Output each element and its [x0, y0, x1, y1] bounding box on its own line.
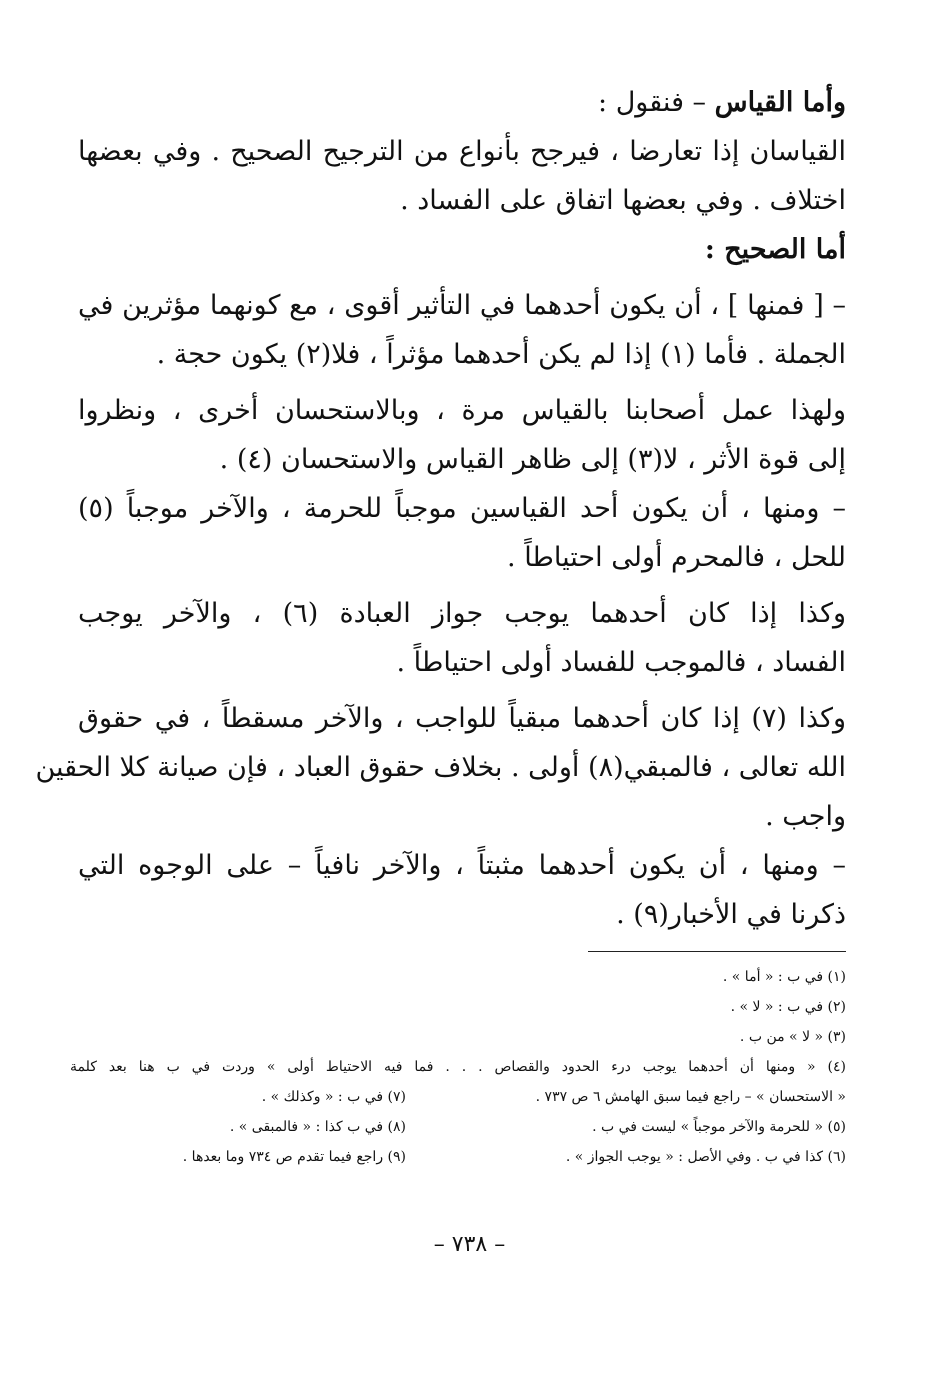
paragraph-line: – ومنها ، أن يكون أحد القياسين موجباً للحرمة ، والآخر موجباً (٥) — [78, 493, 846, 524]
paragraph-line: للحل ، فالمحرم أولى احتياطاً . — [507, 542, 846, 573]
footnote-7: (٧) في ب : « وكذلك » . — [261, 1089, 406, 1105]
paragraph-line: – ومنها ، أن يكون أحدهما مثبتاً ، والآخر نافياً – على الوجوه التي — [78, 850, 846, 881]
footnote-row — [70, 1082, 846, 1112]
heading-rest: – فنقول : — [598, 87, 715, 118]
paragraph-line: وكذا (٧) إذا كان أحدهما مبقياً للواجب ، والآخر مسقطاً ، في حقوق — [78, 703, 847, 734]
heading-bold: وأما القياس — [714, 87, 846, 118]
footnote-2: (٢) في ب : « لا » . — [730, 999, 846, 1015]
paragraph-line: الفساد ، فالموجب للفساد أولى احتياطاً . — [396, 647, 846, 678]
footnote-row — [70, 1142, 846, 1172]
footnote-row — [70, 1112, 846, 1142]
footnote-5: (٥) « للحرمة والآخر موجباً » ليست في ب . — [592, 1119, 846, 1135]
page-number: – ٧٣٨ – — [433, 1232, 506, 1257]
paragraph-line: ذكرنا في الأخبار(٩) . — [616, 899, 846, 930]
paragraph-line: اختلاف . وفي بعضها اتفاق على الفساد . — [400, 185, 846, 216]
footnote-8: (٨) في ب كذا : « فالمبقى » . — [229, 1119, 406, 1135]
paragraph-line: إلى قوة الأثر ، لا(٣) إلى ظاهر القياس والاستحسان (٤) . — [219, 444, 846, 475]
paragraph-line: الجملة . فأما (١) إذا لم يكن أحدهما مؤثراً ، فلا(٢) يكون حجة . — [156, 339, 846, 370]
paragraph-line: الله تعالى ، فالمبقي(٨) أولى . بخلاف حقوق العباد ، فإن صيانة كلا الحقين — [35, 752, 846, 783]
paragraph-line: القياسان إذا تعارضا ، فيرجح بأنواع من الترجيح الصحيح . وفي بعضها — [78, 136, 846, 167]
paragraph-line: واجب . — [765, 801, 846, 832]
footnote-divider — [588, 951, 846, 952]
paragraph-line: ولهذا عمل أصحابنا بالقياس مرة ، وبالاستحسان أخرى ، ونظروا — [78, 395, 846, 426]
footnote-4-continued: « الاستحسان » – راجع فيما سبق الهامش ٦ ص ٧٣٧ . — [535, 1089, 846, 1105]
paragraph-line: – [ فمنها ] ، أن يكون أحدهما في التأثير أقوى ، مع كونهما مؤثرين في — [78, 290, 846, 321]
paragraph-line: وكذا إذا كان أحدهما يوجب جواز العبادة (٦) ، والآخر يوجب — [78, 598, 846, 629]
footnote-1: (١) في ب : « أما » . — [722, 969, 846, 985]
section-heading-qiyas — [78, 78, 846, 127]
footnotes — [70, 962, 846, 1172]
section-heading-sahih: أما الصحيح : — [704, 234, 846, 265]
footnote-4: (٤) « ومنها أن أحدهما يوجب درء الحدود والقصاص . . . فما فيه الاحتياط أولى » وردت في ب هنا بعد كلمة — [70, 1059, 846, 1075]
footnote-9: (٩) راجع فيما تقدم ص ٧٣٤ وما بعدها . — [182, 1149, 406, 1165]
footnote-6: (٦) كذا في ب . وفي الأصل : « يوجب الجواز » . — [565, 1149, 846, 1165]
footnote-3: (٣) « لا » من ب . — [739, 1029, 846, 1045]
main-text — [35, 78, 847, 939]
